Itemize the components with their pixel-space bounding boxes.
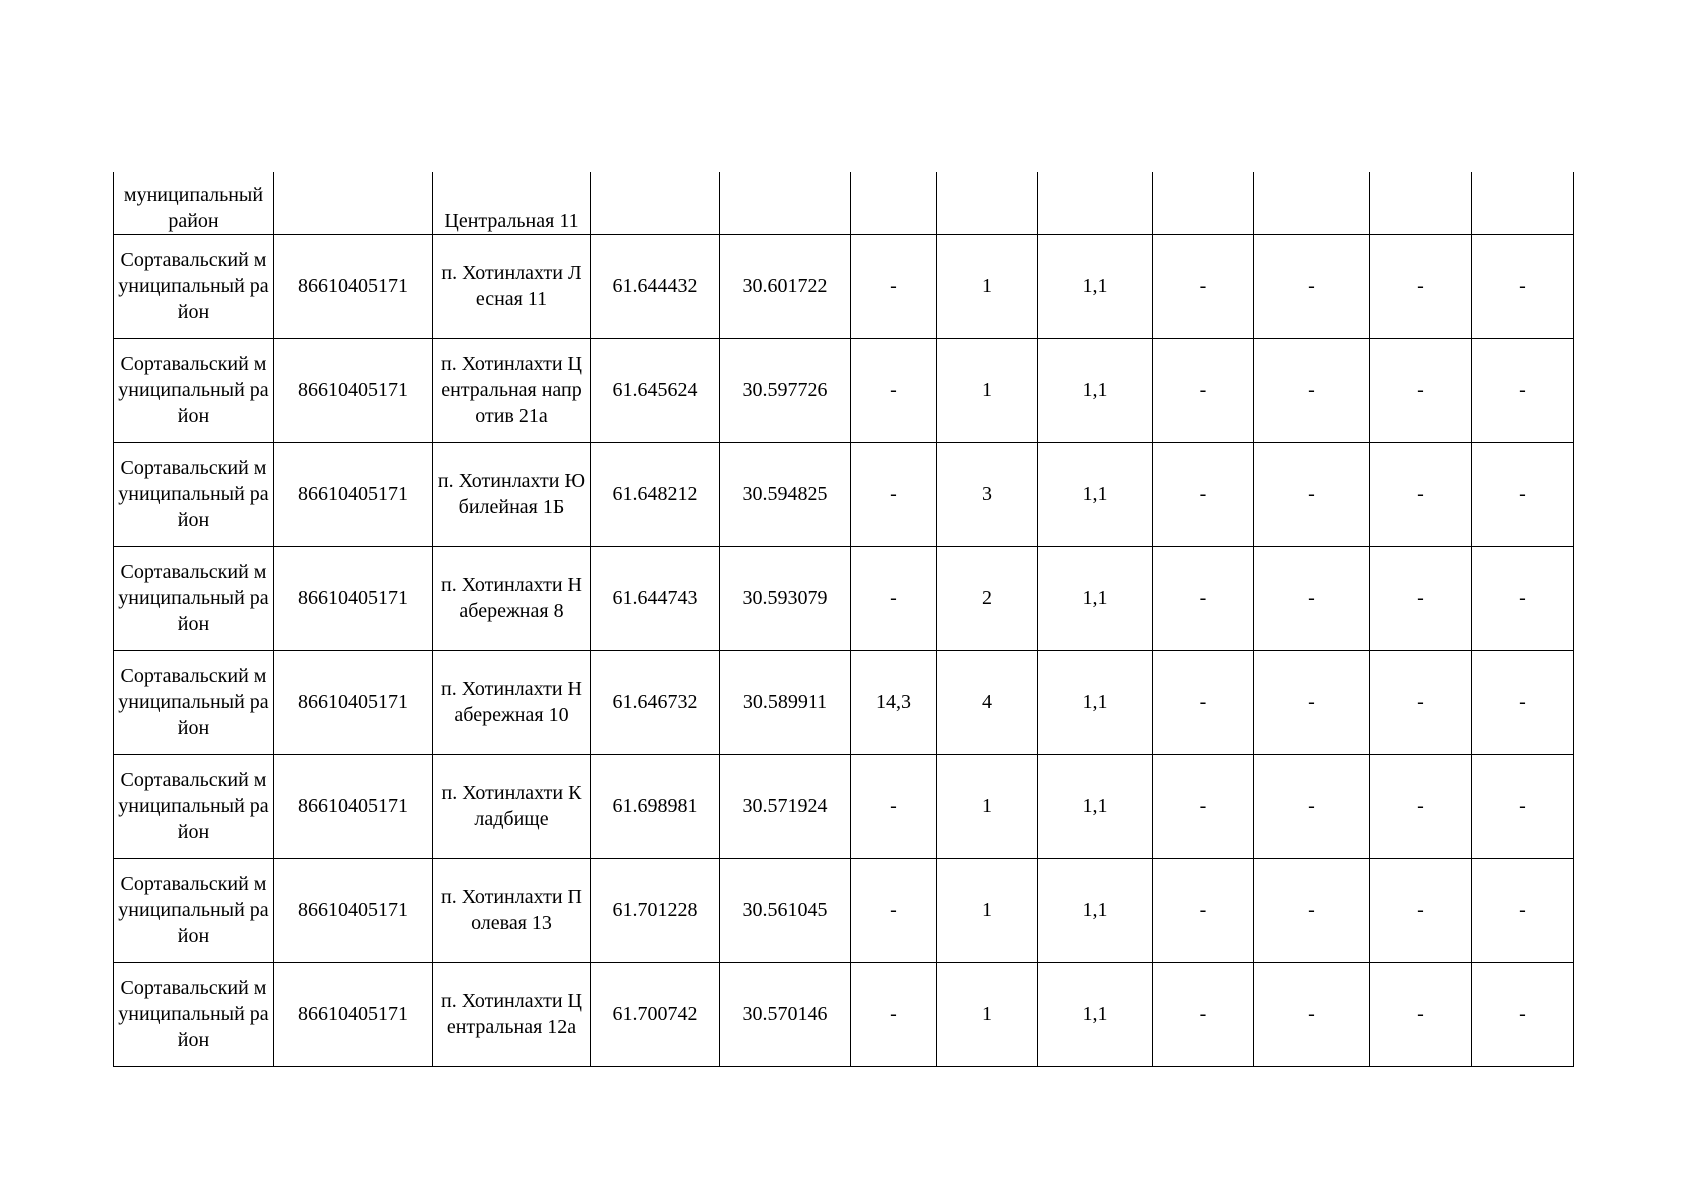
cell-oktmo: 86610405171 <box>274 546 433 650</box>
cell-col11: - <box>1370 858 1472 962</box>
cell-district: Сортавальский муниципальный район <box>114 546 274 650</box>
cell-col6: - <box>851 858 937 962</box>
table-row <box>114 546 1574 650</box>
cell-address: п. Хотинлахти Набережная 8 <box>433 546 591 650</box>
table-row <box>114 962 1574 1066</box>
cell-latitude: 61.648212 <box>591 442 720 546</box>
cell-col9: - <box>1153 442 1254 546</box>
cell-col8: 1,1 <box>1038 442 1153 546</box>
table-row <box>114 234 1574 338</box>
cell-col11: - <box>1370 754 1472 858</box>
cell-col6: - <box>851 442 937 546</box>
cell-address: п. Хотинлахти Лесная 11 <box>433 234 591 338</box>
cell-district: Сортавальский муниципальный район <box>114 234 274 338</box>
cell-col10: - <box>1254 338 1370 442</box>
cell-address: п. Хотинлахти Юбилейная 1Б <box>433 442 591 546</box>
cell-col11: - <box>1370 650 1472 754</box>
cell-col7: 2 <box>937 546 1038 650</box>
table-row <box>114 650 1574 754</box>
cell-col11 <box>1370 172 1472 234</box>
cell-col10: - <box>1254 962 1370 1066</box>
cell-longitude: 30.570146 <box>720 962 851 1066</box>
cell-col6: - <box>851 546 937 650</box>
cell-oktmo <box>274 172 433 234</box>
cell-longitude: 30.571924 <box>720 754 851 858</box>
cell-address: п. Хотинлахти Центральная 12а <box>433 962 591 1066</box>
cell-col9: - <box>1153 858 1254 962</box>
cell-col11: - <box>1370 338 1472 442</box>
cell-col7: 1 <box>937 858 1038 962</box>
cell-col9: - <box>1153 650 1254 754</box>
cell-address: п. Хотинлахти Набережная 10 <box>433 650 591 754</box>
cell-oktmo: 86610405171 <box>274 962 433 1066</box>
cell-address: п. Хотинлахти Полевая 13 <box>433 858 591 962</box>
cell-address: Центральная 11 <box>433 172 591 234</box>
cell-address: п. Хотинлахти Кладбище <box>433 754 591 858</box>
cell-latitude: 61.645624 <box>591 338 720 442</box>
cell-col7: 1 <box>937 962 1038 1066</box>
cell-col10: - <box>1254 858 1370 962</box>
cell-longitude: 30.589911 <box>720 650 851 754</box>
cell-latitude: 61.700742 <box>591 962 720 1066</box>
data-table <box>113 172 1574 1067</box>
cell-col7: 3 <box>937 442 1038 546</box>
cell-col7: 1 <box>937 338 1038 442</box>
cell-latitude: 61.701228 <box>591 858 720 962</box>
cell-longitude <box>720 172 851 234</box>
cell-district: Сортавальский муниципальный район <box>114 650 274 754</box>
cell-col9: - <box>1153 234 1254 338</box>
table-row <box>114 754 1574 858</box>
cell-col7: 1 <box>937 754 1038 858</box>
cell-longitude: 30.593079 <box>720 546 851 650</box>
cell-oktmo: 86610405171 <box>274 858 433 962</box>
cell-oktmo: 86610405171 <box>274 442 433 546</box>
cell-oktmo: 86610405171 <box>274 650 433 754</box>
cell-col8: 1,1 <box>1038 338 1153 442</box>
cell-col12: - <box>1472 962 1574 1066</box>
cell-district: Сортавальский муниципальный район <box>114 442 274 546</box>
cell-col10: - <box>1254 442 1370 546</box>
cell-col12: - <box>1472 338 1574 442</box>
cell-col12: - <box>1472 546 1574 650</box>
cell-col7: 1 <box>937 234 1038 338</box>
cell-col10 <box>1254 172 1370 234</box>
cell-district: Сортавальский муниципальный район <box>114 962 274 1066</box>
cell-oktmo: 86610405171 <box>274 338 433 442</box>
cell-col8: 1,1 <box>1038 234 1153 338</box>
cell-district: Сортавальский муниципальный район <box>114 858 274 962</box>
cell-col9: - <box>1153 754 1254 858</box>
cell-col11: - <box>1370 962 1472 1066</box>
cell-col12: - <box>1472 650 1574 754</box>
cell-district: Сортавальский муниципальный район <box>114 338 274 442</box>
cell-col10: - <box>1254 650 1370 754</box>
cell-oktmo: 86610405171 <box>274 754 433 858</box>
cell-col8: 1,1 <box>1038 754 1153 858</box>
cell-col9 <box>1153 172 1254 234</box>
cell-col11: - <box>1370 546 1472 650</box>
cell-col12: - <box>1472 234 1574 338</box>
cell-col8: 1,1 <box>1038 858 1153 962</box>
cell-address: п. Хотинлахти Центральная напротив 21а <box>433 338 591 442</box>
table-row-continued <box>114 172 1574 234</box>
cell-col6: - <box>851 234 937 338</box>
cell-col8: 1,1 <box>1038 650 1153 754</box>
cell-longitude: 30.597726 <box>720 338 851 442</box>
cell-col6: 14,3 <box>851 650 937 754</box>
cell-longitude: 30.561045 <box>720 858 851 962</box>
cell-longitude: 30.601722 <box>720 234 851 338</box>
cell-col6: - <box>851 754 937 858</box>
cell-col6: - <box>851 962 937 1066</box>
table-row <box>114 442 1574 546</box>
cell-latitude <box>591 172 720 234</box>
cell-col12: - <box>1472 754 1574 858</box>
cell-latitude: 61.646732 <box>591 650 720 754</box>
cell-col8: 1,1 <box>1038 962 1153 1066</box>
table-row <box>114 338 1574 442</box>
cell-oktmo: 86610405171 <box>274 234 433 338</box>
cell-col11: - <box>1370 442 1472 546</box>
cell-col7: 4 <box>937 650 1038 754</box>
cell-col10: - <box>1254 754 1370 858</box>
cell-col12: - <box>1472 858 1574 962</box>
cell-col9: - <box>1153 546 1254 650</box>
cell-col6 <box>851 172 937 234</box>
cell-district: муниципальный район <box>114 172 274 234</box>
cell-col12: - <box>1472 442 1574 546</box>
cell-latitude: 61.698981 <box>591 754 720 858</box>
cell-col7 <box>937 172 1038 234</box>
cell-col8 <box>1038 172 1153 234</box>
cell-longitude: 30.594825 <box>720 442 851 546</box>
cell-latitude: 61.644743 <box>591 546 720 650</box>
cell-col11: - <box>1370 234 1472 338</box>
cell-col12 <box>1472 172 1574 234</box>
cell-col10: - <box>1254 546 1370 650</box>
cell-col8: 1,1 <box>1038 546 1153 650</box>
cell-col10: - <box>1254 234 1370 338</box>
cell-district: Сортавальский муниципальный район <box>114 754 274 858</box>
cell-col9: - <box>1153 338 1254 442</box>
cell-latitude: 61.644432 <box>591 234 720 338</box>
cell-col9: - <box>1153 962 1254 1066</box>
cell-col6: - <box>851 338 937 442</box>
table-row <box>114 858 1574 962</box>
